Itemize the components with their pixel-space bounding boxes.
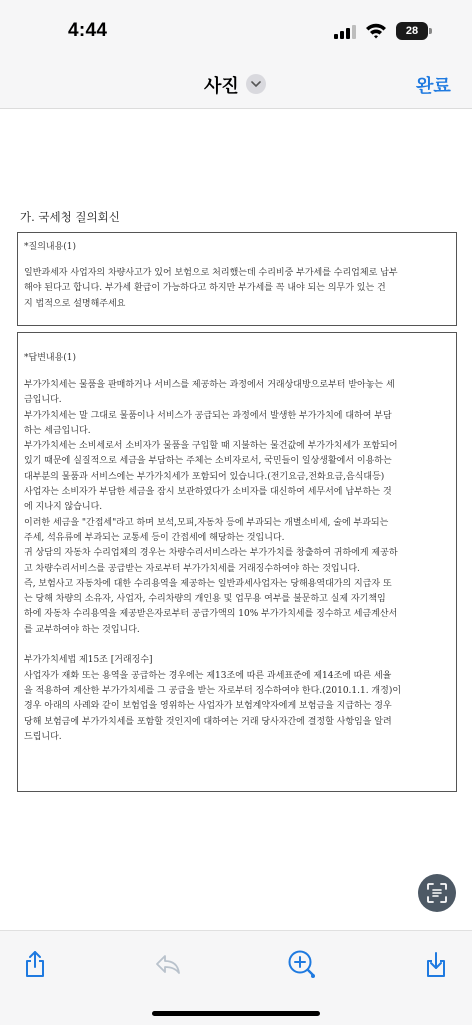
save-icon[interactable] <box>421 949 451 979</box>
live-text-scan-button[interactable] <box>418 874 456 912</box>
question-line: 일반과세자 사업자의 차량사고가 있어 보험으로 처리했는데 수리비중 부가세를 수리업체로 납부 <box>24 268 398 278</box>
answer-line: 는 당해 차량의 소유자, 사업자, 수리차량의 개인용 및 업무용 여부를 불문하고 실제 자기책임 <box>24 594 386 605</box>
page-title[interactable]: 사진 <box>204 76 239 97</box>
answer-line: 부가가치세법 제15조 [거래징수] <box>24 655 153 666</box>
status-bar <box>0 0 472 60</box>
document-image <box>0 109 472 929</box>
text-scan-icon <box>426 882 448 904</box>
answer-line: 부가가치세는 말 그대로 물품이나 서비스가 공급되는 과정에서 발생한 부가가치에 대하여 부담 <box>24 410 392 421</box>
answer-line: 있기 때문에 실질적으로 세금을 부담하는 주체는 소비자로서, 국민들이 일상생활에서 이용하는 <box>24 456 392 467</box>
home-indicator <box>152 1011 320 1016</box>
answer-line: 하에 자동차 수리용역을 제공받은자로부터 공급가액의 10% 부가가치세를 징수하고 세금계산서 <box>24 609 398 620</box>
question-label: *질의내용(1) <box>24 242 77 252</box>
answer-line: 사업자가 재화 또는 용역을 공급하는 경우에는 제13조에 따른 과세표준에 제14조에 따른 세율 <box>24 670 392 681</box>
answer-line: 당해 보험금에 부가가치세를 포함할 것인지에 대하여는 거래 당사자간에 결정할 사항임을 알려 <box>24 716 392 727</box>
battery-icon <box>396 22 428 40</box>
cellular-signal-icon <box>334 25 356 39</box>
question-line: 해야 된다고 합니다. 부가세 환급이 가능하다고 하지만 부가세를 꼭 내야 되는 의무가 있는 건 <box>24 283 386 294</box>
battery-tip <box>429 28 432 34</box>
answer-line: 부가가치세는 물품을 판매하거나 서비스를 제공하는 과정에서 거래상대방으로부터 받아놓는 세 <box>24 380 395 390</box>
answer-line: 대부분의 물품과 서비스에는 부가가치세가 포함되어 있습니다.(전기요금,전화요금,음식대등) <box>24 471 385 482</box>
answer-line <box>24 638 452 653</box>
question-text <box>24 266 452 312</box>
question-box <box>17 232 457 326</box>
answer-line: 이러한 세금을 "간접세"라고 하며 보석,모피,자동차 등에 부과되는 개별소비세, 술에 부과되는 <box>24 517 389 528</box>
wifi-icon <box>365 22 387 40</box>
answer-line: 즉, 보험사고 자동차에 대한 수리용역을 제공하는 일반과세사업자는 당해용역대가의 지급자 또 <box>24 578 392 589</box>
answer-line: 하는 세금입니다. <box>24 425 91 436</box>
answer-line: 경우 아래의 사례와 같이 보험업을 영위하는 사업자가 보험계약자에게 보험금을 지급하는 경우 <box>24 701 392 712</box>
battery-level: 28 <box>405 25 419 37</box>
chevron-down-icon[interactable] <box>246 74 266 94</box>
answer-line: 귀 상담의 자동차 수리업체의 경우는 차량수리서비스라는 부가가치를 창출하여 귀하에게 제공하 <box>24 548 398 559</box>
document-heading: 가. 국세청 질의회신 <box>20 210 120 224</box>
answer-line: 에 지나지 않습니다. <box>24 502 103 513</box>
done-button[interactable]: 완료 <box>416 76 451 97</box>
markup-icon[interactable] <box>287 949 317 979</box>
revert-icon <box>153 949 183 979</box>
bottom-toolbar <box>0 930 472 1025</box>
answer-line: 을 적용하여 계산한 부가가치세를 그 공급을 받는 자로부터 징수하여야 한다.(2010.1.1. 개정)이 <box>24 685 402 696</box>
status-time: 4:44 <box>68 20 108 41</box>
answer-line: 드립니다. <box>24 731 62 742</box>
answer-box <box>17 332 457 792</box>
answer-line: 금입니다. <box>24 395 62 406</box>
answer-line: 사업자는 소비자가 부담한 세금을 잠시 보관하였다가 소비자를 대신하여 세무서에 납부하는 것 <box>24 487 392 498</box>
answer-text <box>24 378 452 745</box>
share-icon[interactable] <box>20 949 50 979</box>
question-line: 지 법적으로 설명해주세요 <box>24 298 126 309</box>
answer-line: 고 차량수리서비스를 공급받는 자로부터 부가가치세를 거래징수하여야 하는 것입니다. <box>24 563 360 574</box>
answer-label: *답변내용(1) <box>24 353 77 363</box>
navigation-bar <box>0 60 472 109</box>
answer-line: 주세, 석유류에 부과되는 교통세 등이 간접세에 해당하는 것입니다. <box>24 532 285 543</box>
answer-line: 부가가치세는 소비세로서 소비자가 물품을 구입할 때 지불하는 물건값에 부가가치세가 포함되어 <box>24 441 398 452</box>
answer-line: 를 교부하여야 하는 것입니다. <box>24 624 140 635</box>
